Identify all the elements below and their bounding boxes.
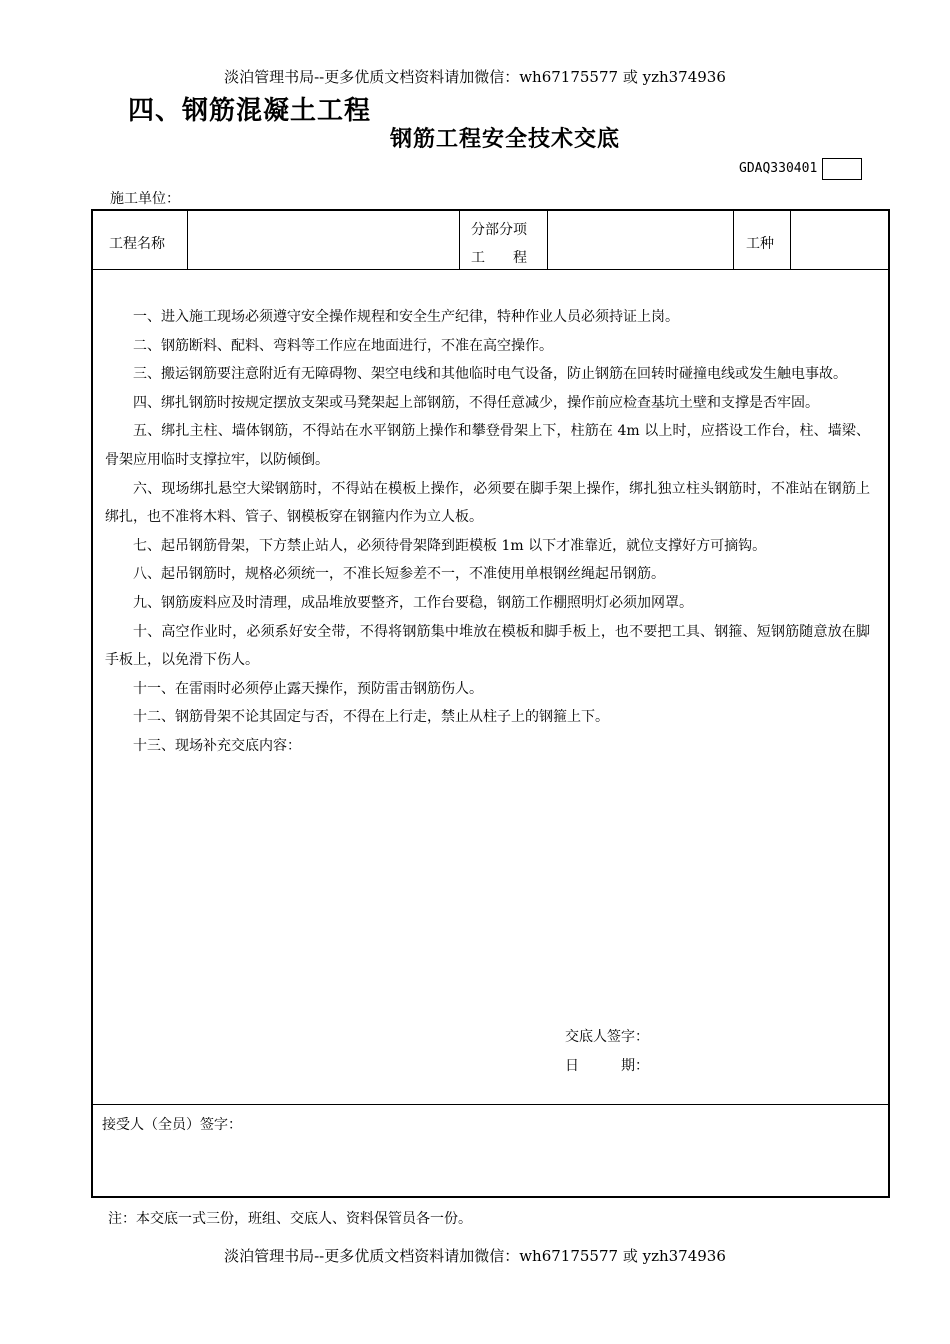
disclosure-item: 十三、现场补充交底内容： [133,737,301,754]
disclosure-item: 五、绑扎主柱、墙体钢筋，不得站在水平钢筋上操作和攀登骨架上下，柱筋在 4m 以上时，应搭设工作台，柱、墙梁、骨架应用临时支撑拉牢，以防倾倒。 [105,423,870,468]
header-divider [459,211,460,269]
watermark-bottom: 淡泊管理书局--更多优质文档资料请加微信：wh67175577 或 yzh374936 [224,1247,726,1265]
disclosure-item: 四、绑扎钢筋时按规定摆放支架或马凳架起上部钢筋，不得任意减少，操作前应检查基坑土壁和支撑是否牢固。 [133,394,819,411]
code-suffix-box[interactable] [822,158,862,180]
sub-project-field[interactable] [549,217,731,267]
disclosure-item: 一、进入施工现场必须遵守安全操作规程和安全生产纪律，特种作业人员必须持证上岗。 [133,309,679,325]
disclosure-form [91,209,890,1198]
disclosure-item: 三、搬运钢筋要注意附近有无障碍物、架空电线和其他临时电气设备，防止钢筋在回转时碰撞电线或发生触电事故。 [133,366,847,383]
disclosure-item: 二、钢筋断料、配料、弯料等工作应在地面进行，不准在高空操作。 [133,337,553,354]
sub-project-label-line2: 工 程 [471,250,527,266]
header-divider [733,211,734,269]
document-code: GDAQ330401 [739,161,818,176]
footnote: 注：本交底一式三份，班组、交底人、资料保管员各一份。 [108,1211,472,1227]
header-divider [187,211,188,269]
watermark-top: 淡泊管理书局--更多优质文档资料请加微信：wh67175577 或 yzh374936 [224,68,726,86]
row-divider [93,269,888,270]
disclosure-item: 十、高空作业时，必须系好安全带，不得将钢筋集中堆放在模板和脚手板上，也不要把工具、钢箍、短钢筋随意放在脚手板上，以免滑下伤人。 [105,623,870,669]
project-name-field[interactable] [189,217,457,267]
sub-project-label-line1: 分部分项 [471,222,527,238]
header-divider [547,211,548,269]
disclosure-content [105,303,870,761]
project-name-label: 工程名称 [109,236,165,252]
disclosure-item: 七、起吊钢筋骨架，下方禁止站人，必须待骨架降到距模板 1m 以下才准靠近，就位支撑好方可摘钩。 [133,537,767,554]
trade-label: 工种 [746,236,774,252]
disclosure-item: 十二、钢筋骨架不论其固定与否，不得在上行走，禁止从柱子上的钢箍上下。 [133,709,609,726]
construction-unit-label: 施工单位： [110,191,180,207]
disclosure-item: 九、钢筋废料应及时清理，成品堆放要整齐，工作台要稳，钢筋工作棚照明灯必须加网罩。 [133,594,693,611]
receiver-signature-field[interactable] [102,1141,877,1191]
disclosure-item: 八、起吊钢筋时，规格必须统一，不准长短参差不一，不准使用单根钢丝绳起吊钢筋。 [133,566,665,583]
trade-field[interactable] [792,217,886,267]
date-label: 日 期： [565,1058,649,1074]
header-divider [790,211,791,269]
disclosure-item: 十一、在雷雨时必须停止露天操作，预防雷击钢筋伤人。 [133,680,483,697]
document-title: 钢筋工程安全技术交底 [389,127,620,152]
section-title: 四、钢筋混凝土工程 [128,96,372,126]
receiver-signature-label: 接受人（全员）签字： [102,1117,242,1133]
discloser-signature-label: 交底人签字： [565,1029,649,1045]
row-divider [93,1104,888,1105]
disclosure-item: 六、现场绑扎悬空大梁钢筋时，不得站在模板上操作，必须要在脚手架上操作，绑扎独立柱头钢筋时，不准站在钢筋上绑扎，也不准将木料、管子、钢模板穿在钢箍内作为立人板。 [105,480,870,526]
